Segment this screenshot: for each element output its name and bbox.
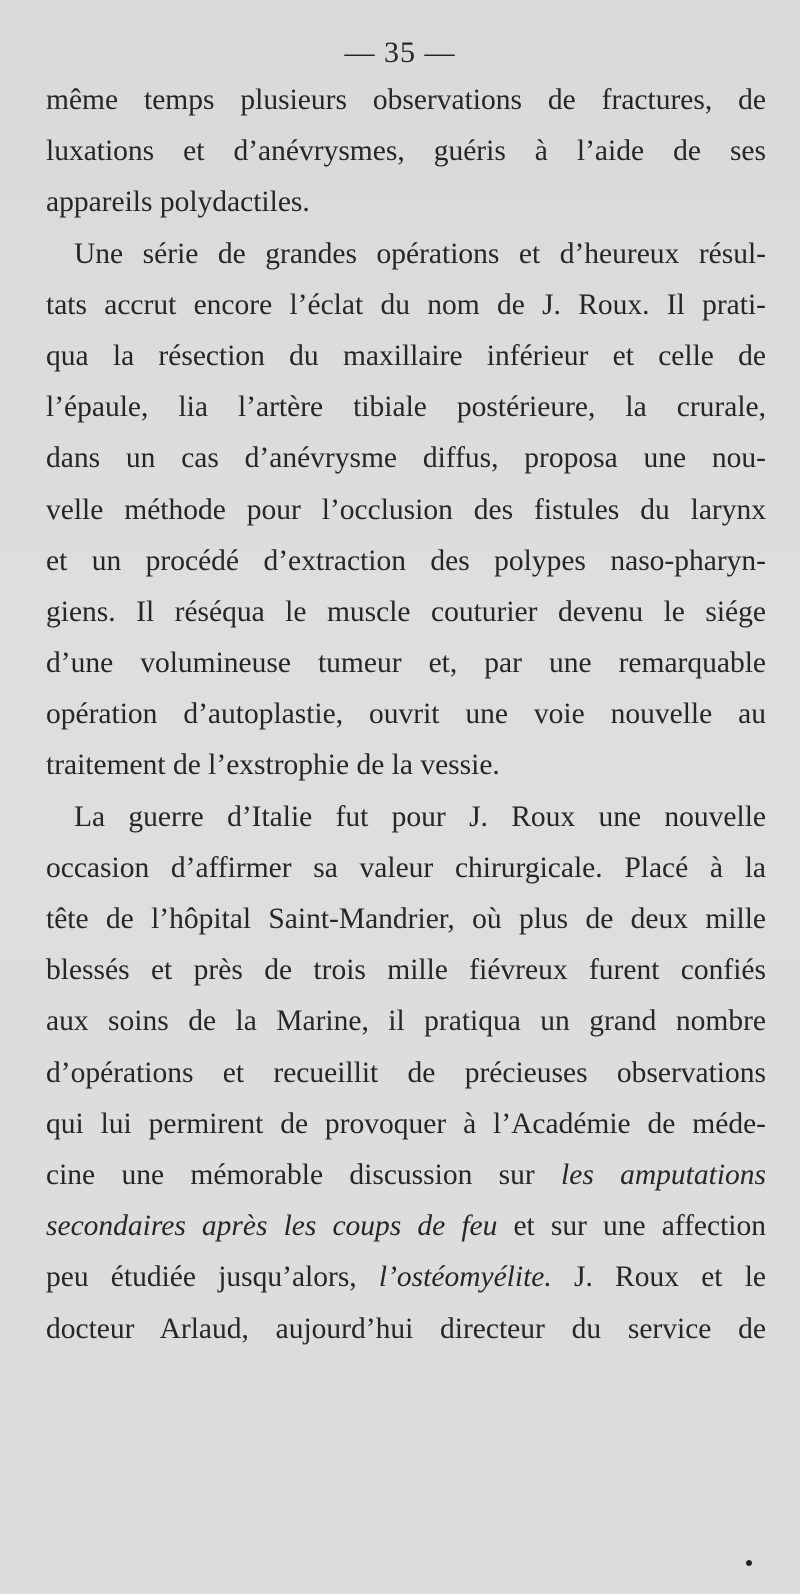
- text-line: qua la résection du maxillaire inférieur et celle de: [46, 339, 766, 372]
- italic-term: l’ostéomyélite.: [378, 1261, 552, 1294]
- text-line: giens. Il réséqua le muscle couturier devenu le siége: [46, 595, 766, 628]
- text-line: dans un cas d’anévrysme diffus, proposa une nou-: [46, 442, 766, 475]
- text-line: opération d’autoplastie, ouvrit une voie nouvelle au: [46, 698, 766, 731]
- page-number: — 35 —: [344, 36, 456, 69]
- text-line: et un procédé d’extraction des polypes naso-pharyn-: [46, 544, 766, 577]
- text-line: l’épaule, lia l’artère tibiale postérieure, la crurale,: [46, 391, 766, 424]
- text-line: aux soins de la Marine, il pratiqua un grand nombre: [46, 1005, 766, 1038]
- text-line: La guerre d’Italie fut pour J. Roux une nouvelle: [74, 800, 766, 833]
- text-line: d’opérations et recueillit de précieuses observations: [46, 1056, 766, 1089]
- text-segment: J. Roux et le: [573, 1261, 766, 1294]
- text-line: [46, 1252, 766, 1303]
- text-segment: et sur une affection: [513, 1210, 766, 1243]
- ink-speck: [746, 1560, 752, 1566]
- body-text: [46, 75, 766, 1355]
- text-line: blessés et près de trois mille fiévreux furent confiés: [46, 954, 766, 987]
- text-line: traitement de l’exstrophie de la vessie.: [46, 749, 500, 782]
- italic-title: secondaires après les coups de feu: [46, 1210, 498, 1243]
- text-segment: cine une mémorable discussion sur: [46, 1158, 535, 1191]
- text-line: occasion d’affirmer sa valeur chirurgicale. Placé à la: [46, 851, 766, 884]
- text-line: appareils polydactiles.: [46, 186, 310, 219]
- text-line: d’une volumineuse tumeur et, par une remarquable: [46, 647, 766, 680]
- text-line: même temps plusieurs observations de fractures, de: [46, 84, 766, 116]
- text-segment: peu étudiée jusqu’alors,: [46, 1261, 357, 1294]
- text-line: [46, 1150, 766, 1201]
- text-line: Une série de grandes opérations et d’heureux résul-: [74, 237, 766, 270]
- text-line: tête de l’hôpital Saint-Mandrier, où plus de deux mille: [46, 903, 766, 935]
- text-segment: qui lui permirent de provoquer à l’Académie de méde-: [46, 1107, 766, 1140]
- text-line: velle méthode pour l’occlusion des fistules du larynx: [46, 493, 766, 526]
- text-line: [46, 1099, 766, 1150]
- italic-title: les amputations: [561, 1158, 766, 1191]
- text-line: [46, 1201, 766, 1252]
- text-line: tats accrut encore l’éclat du nom de J. Roux. Il prati-: [46, 288, 766, 321]
- text-line: luxations et d’anévrysmes, guéris à l’aide de ses: [46, 135, 766, 168]
- text-line: docteur Arlaud, aujourd’hui directeur du service de: [46, 1312, 766, 1345]
